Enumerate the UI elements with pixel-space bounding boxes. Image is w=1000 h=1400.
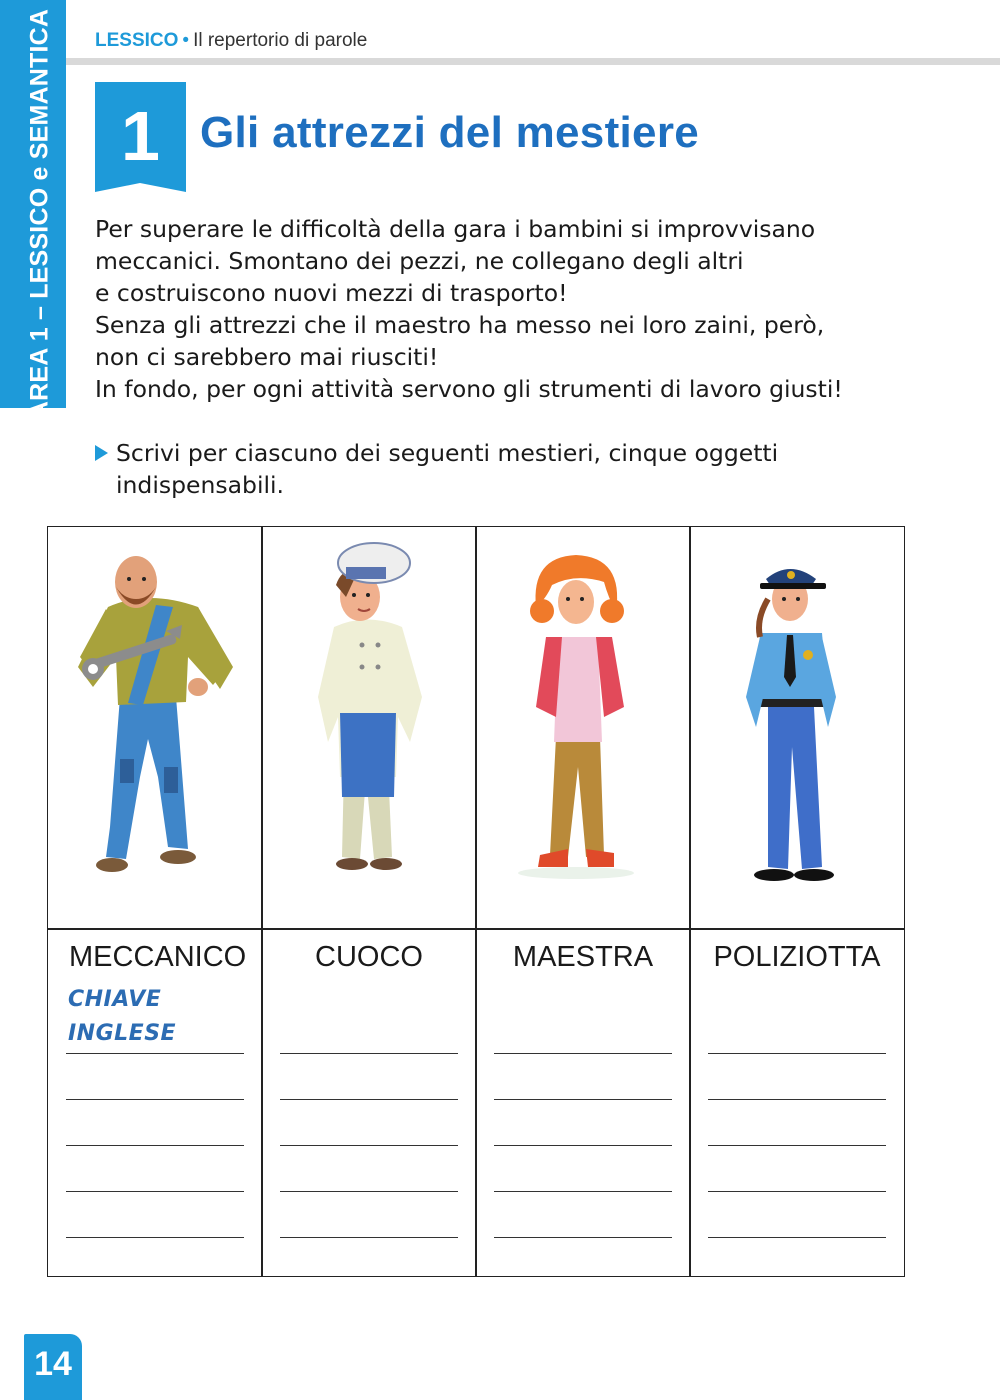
exercise-number: 1 (121, 97, 160, 175)
job-column-chef (262, 527, 476, 1276)
answer-line[interactable] (494, 1145, 672, 1146)
answer-line[interactable] (280, 1053, 458, 1054)
answer-line[interactable] (66, 1099, 244, 1100)
answer-line[interactable] (708, 1237, 886, 1238)
intro-line: In fondo, per ogni attività servono gli strumenti di lavoro giusti! (95, 375, 843, 403)
answer-line[interactable] (494, 1053, 672, 1054)
instruction-line: Scrivi per ciascuno dei seguenti mestieri, cinque oggetti (116, 439, 779, 467)
answer-line[interactable] (280, 1099, 458, 1100)
running-header (95, 30, 367, 52)
answer-line[interactable] (280, 1145, 458, 1146)
intro-line: non ci sarebbero mai riusciti! (95, 343, 439, 371)
answer-line[interactable] (708, 1053, 886, 1054)
side-tab-label: AREA 1 – LESSICO e SEMANTICA (25, 8, 54, 420)
header-subtitle: Il repertorio di parole (193, 30, 368, 51)
header-separator: • (182, 30, 190, 51)
job-label: CUOCO (315, 941, 423, 973)
intro-line: Senza gli attrezzi che il maestro ha messo nei loro zaini, però, (95, 311, 825, 339)
answer-line[interactable] (708, 1145, 886, 1146)
bullet-arrow-icon (95, 445, 108, 461)
chef-illustration (262, 527, 476, 928)
answer-text: INGLESE (68, 1021, 177, 1046)
teacher-illustration (476, 527, 690, 928)
header-rule (66, 58, 1000, 65)
intro-line: e costruiscono nuovi mezzi di trasporto! (95, 279, 568, 307)
intro-paragraph (95, 213, 915, 405)
intro-line: Per superare le difficoltà della gara i bambini si improvvisano (95, 215, 816, 243)
answer-line[interactable] (708, 1099, 886, 1100)
page-title: Gli attrezzi del mestiere (200, 108, 700, 157)
answer-line[interactable] (66, 1145, 244, 1146)
job-column-policewoman (690, 527, 904, 1276)
jobs-table (47, 526, 905, 1277)
job-label: MAESTRA (512, 941, 654, 973)
job-label: POLIZIOTTA (713, 941, 881, 973)
answer-line[interactable] (66, 1237, 244, 1238)
answer-line[interactable] (66, 1053, 244, 1054)
answer-line[interactable] (708, 1191, 886, 1192)
intro-line: meccanici. Smontano dei pezzi, ne collegano degli altri (95, 247, 744, 275)
answer-line[interactable] (494, 1099, 672, 1100)
job-label: MECCANICO (69, 941, 247, 973)
side-tab (0, 0, 66, 420)
answer-line[interactable] (280, 1191, 458, 1192)
answer-text: CHIAVE (68, 987, 162, 1012)
answer-line[interactable] (280, 1237, 458, 1238)
answer-line[interactable] (66, 1191, 244, 1192)
policewoman-illustration (690, 527, 904, 928)
header-section: LESSICO (95, 30, 179, 51)
instruction-line: indispensabili. (116, 471, 284, 499)
page-number: 14 (24, 1334, 82, 1400)
instruction (95, 437, 895, 501)
mechanic-illustration (48, 527, 262, 928)
job-column-teacher (476, 527, 690, 1276)
answer-line[interactable] (494, 1191, 672, 1192)
answer-line[interactable] (494, 1237, 672, 1238)
job-column-mechanic (48, 527, 262, 1276)
